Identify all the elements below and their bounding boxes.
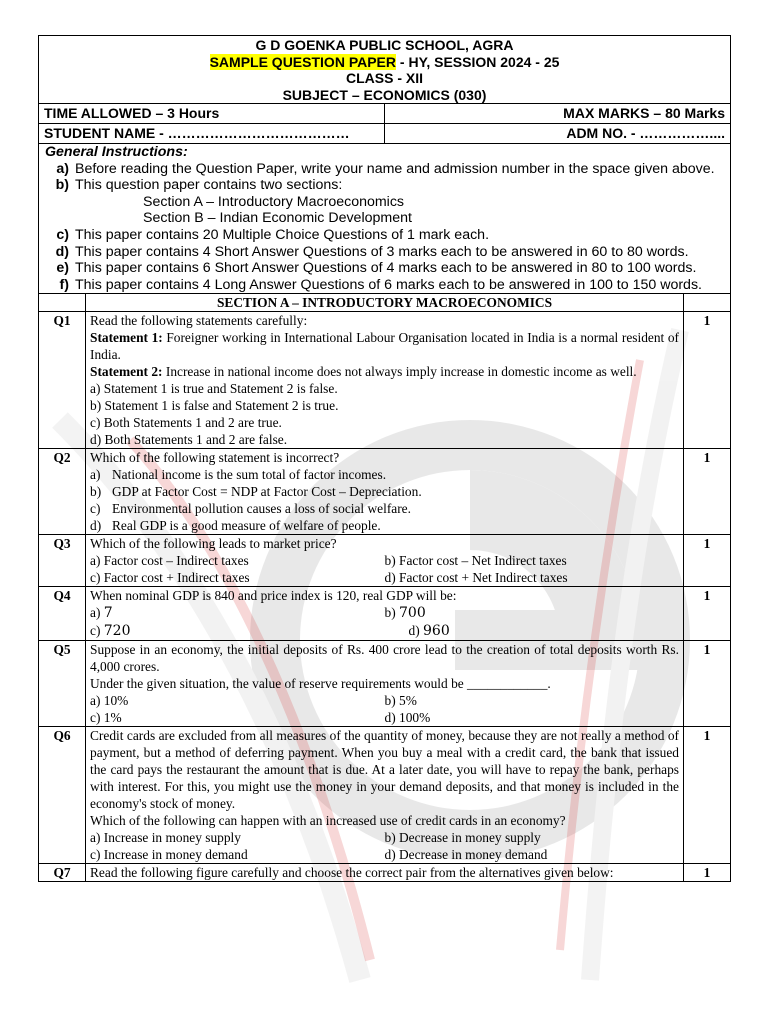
option-d: d) Factor cost + Net Indirect taxes xyxy=(384,570,568,586)
options-row xyxy=(90,846,679,863)
class-line: CLASS - XII xyxy=(345,70,423,86)
statement-1: Statement 1: Foreigner working in International Labour Organisation located in India is a normal resident of India. xyxy=(90,330,679,363)
question-marks: 1 xyxy=(684,449,731,535)
question-row xyxy=(39,641,731,727)
option-b: b) 5% xyxy=(384,693,417,709)
question-paper xyxy=(38,35,731,882)
instruction-item: e) This paper contains 6 Short Answer Questions of 4 marks each to be answered in 80 to 100 words. xyxy=(56,260,697,277)
options-row xyxy=(90,552,679,569)
option-a: a) Statement 1 is true and Statement 2 is false. xyxy=(90,381,338,397)
paper-session: - HY, SESSION 2024 - 25 xyxy=(396,53,560,70)
questions-table xyxy=(38,294,731,882)
question-number: Q6 xyxy=(39,727,86,864)
option-d: d) 960 xyxy=(408,623,450,640)
option-c: c) Environmental pollution causes a loss of social welfare. xyxy=(90,501,411,517)
option-c: c) 720 xyxy=(90,623,131,640)
options-row xyxy=(90,829,679,846)
question-number: Q3 xyxy=(39,535,86,587)
option-c: c) 1% xyxy=(90,710,122,726)
question-row xyxy=(39,449,731,535)
time-allowed: TIME ALLOWED – 3 Hours xyxy=(39,104,385,124)
question-stem: Which of the following statement is incorrect? xyxy=(90,450,340,466)
question-body xyxy=(86,641,684,727)
question-marks: 1 xyxy=(684,864,731,882)
option-d: d) Both Statements 1 and 2 are false. xyxy=(90,432,288,448)
option-d: d) Decrease in money demand xyxy=(384,847,548,863)
question-number: Q4 xyxy=(39,587,86,641)
options-row xyxy=(90,604,679,622)
question-marks: 1 xyxy=(684,727,731,864)
option-c: c) Factor cost + Indirect taxes xyxy=(90,570,250,586)
option-b: b) 700 xyxy=(384,605,426,622)
question-stem: Which of the following leads to market price? xyxy=(90,536,337,552)
section-spacer-right xyxy=(684,294,731,312)
instruction-subitem: Section B – Indian Economic Development xyxy=(143,210,412,227)
question-row xyxy=(39,587,731,641)
option-b: b) Statement 1 is false and Statement 2 is true. xyxy=(90,398,339,414)
instruction-item: d) This paper contains 4 Short Answer Questions of 3 marks each to be answered in 60 to 80 words. xyxy=(55,243,689,260)
question-number: Q2 xyxy=(39,449,86,535)
adm-no-field: ADM NO. - …………….... xyxy=(385,124,731,144)
instructions-title: General Instructions: xyxy=(45,144,188,160)
question-number: Q7 xyxy=(39,864,86,882)
question-body xyxy=(86,449,684,535)
question-stem: When nominal GDP is 840 and price index is 120, real GDP will be: xyxy=(90,588,457,604)
options-row xyxy=(90,692,679,709)
paper-title xyxy=(39,54,730,71)
instruction-item: b) This question paper contains two sections: xyxy=(55,177,343,194)
option-a: a) 10% xyxy=(90,693,129,709)
section-spacer-left xyxy=(39,294,86,312)
question-passage: Credit cards are excluded from all measures of the quantity of money, because they are not really a method of payment, but a method of deferring payment. When you buy a meal with a credit card, the bank that issued the card pays the restaurant the amount that is due. At a later date, you will have to repay the bank, perhaps with interest. For this, you might use the money in your demand deposits, and that money is included in the economy's stock of money. xyxy=(90,728,679,812)
options-row xyxy=(90,569,679,586)
option-c: c) Both Statements 1 and 2 are true. xyxy=(90,415,282,431)
section-title: SECTION A – INTRODUCTORY MACROECONOMICS xyxy=(86,294,684,312)
option-a: a) 7 xyxy=(90,605,113,622)
instruction-item: a) Before reading the Question Paper, write your name and admission number in the space given above. xyxy=(56,160,715,177)
question-body xyxy=(86,587,684,641)
school-name: G D GOENKA PUBLIC SCHOOL, AGRA xyxy=(255,37,514,53)
max-marks: MAX MARKS – 80 Marks xyxy=(385,104,731,124)
question-body xyxy=(86,727,684,864)
instruction-subitem: Section A – Introductory Macroeconomics xyxy=(143,193,405,210)
option-b: b) Factor cost – Net Indirect taxes xyxy=(384,553,567,569)
question-stem-2: Under the given situation, the value of reserve requirements would be ____________. xyxy=(90,676,551,692)
question-body xyxy=(86,535,684,587)
subject-line: SUBJECT – ECONOMICS (030) xyxy=(282,86,487,103)
option-d: d) Real GDP is a good measure of welfare of people. xyxy=(90,518,381,534)
question-body xyxy=(86,864,684,882)
option-b: b) Decrease in money supply xyxy=(384,830,541,846)
instruction-item: f) This paper contains 4 Long Answer Questions of 6 marks each to be answered in 100 to 150 words. xyxy=(59,276,702,293)
question-marks: 1 xyxy=(684,641,731,727)
question-number: Q1 xyxy=(39,312,86,449)
question-stem: Read the following figure carefully and choose the correct pair from the alternatives given below: xyxy=(90,865,614,881)
student-name-field: STUDENT NAME - ………………………………… xyxy=(39,124,385,144)
paper-title-highlight: SAMPLE QUESTION PAPER xyxy=(209,53,397,70)
question-row xyxy=(39,864,731,882)
question-row xyxy=(39,312,731,449)
statement-2: Statement 2: Increase in national income does not always imply increase in domestic income as well. xyxy=(90,364,637,380)
question-stem: Which of the following can happen with an increased use of credit cards in an economy? xyxy=(90,813,566,829)
option-a: a) Factor cost – Indirect taxes xyxy=(90,553,249,569)
question-row xyxy=(39,535,731,587)
general-instructions xyxy=(39,144,731,294)
options-row xyxy=(90,709,679,726)
option-b: b) GDP at Factor Cost = NDP at Factor Cost – Depreciation. xyxy=(90,484,422,500)
option-a: a) Increase in money supply xyxy=(90,830,241,846)
question-marks: 1 xyxy=(684,535,731,587)
option-c: c) Increase in money demand xyxy=(90,847,248,863)
question-stem: Read the following statements carefully: xyxy=(90,313,308,329)
school-header xyxy=(39,36,731,104)
question-marks: 1 xyxy=(684,587,731,641)
question-row xyxy=(39,727,731,864)
question-stem: Suppose in an economy, the initial deposits of Rs. 400 crore lead to the creation of total deposits worth Rs. 4,000 crores. xyxy=(90,642,679,675)
question-number: Q5 xyxy=(39,641,86,727)
question-marks: 1 xyxy=(684,312,731,449)
header-table xyxy=(38,35,731,294)
instruction-item: c) This paper contains 20 Multiple Choice Questions of 1 mark each. xyxy=(56,226,490,243)
option-d: d) 100% xyxy=(384,710,431,726)
question-body xyxy=(86,312,684,449)
option-a: a) National income is the sum total of factor incomes. xyxy=(90,467,387,483)
options-row xyxy=(90,622,679,640)
